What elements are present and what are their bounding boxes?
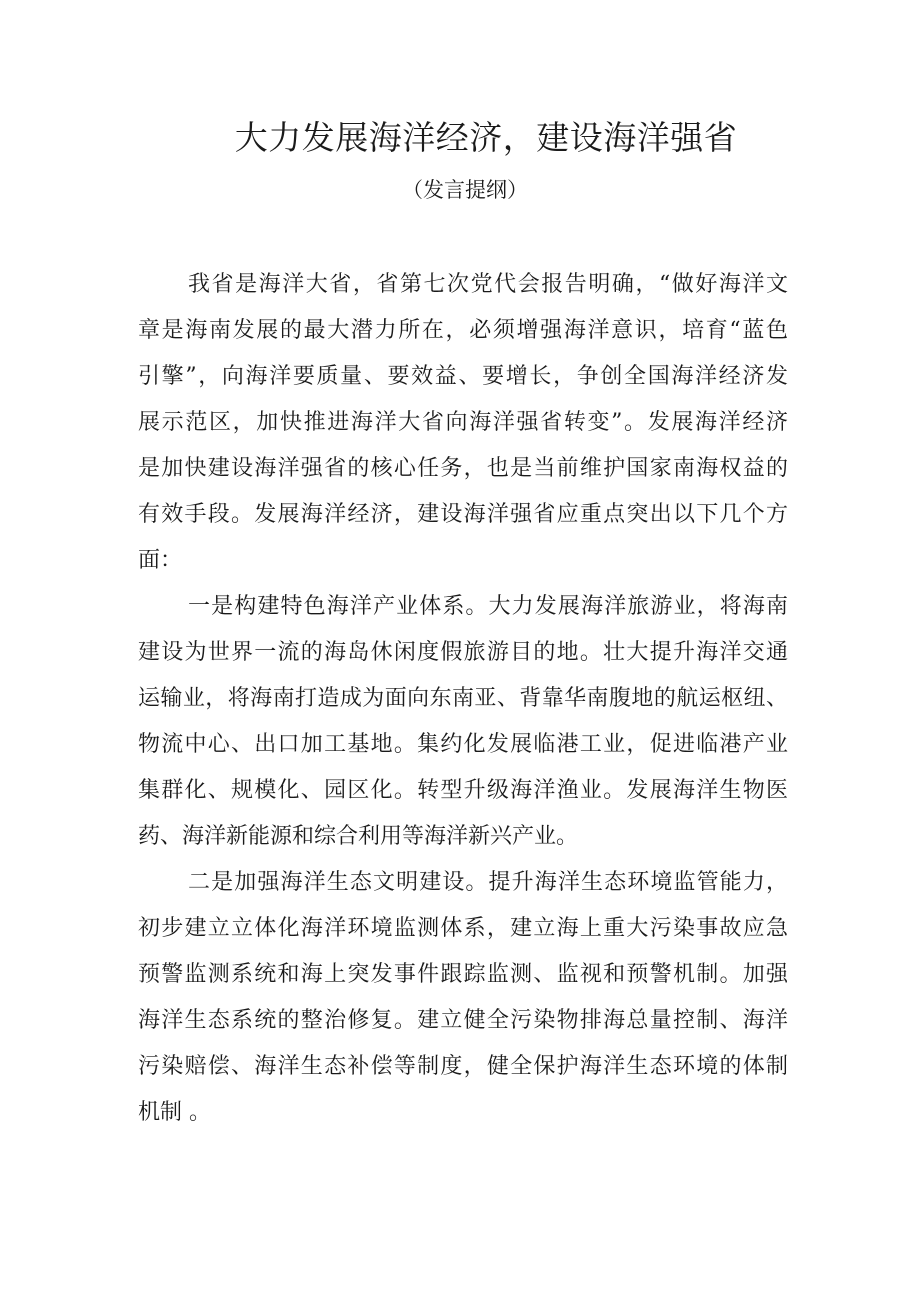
paragraph-line: 药、海洋新能源和综合利用等海洋新兴产业。 (138, 824, 579, 849)
paragraph-line: 污染赔偿、海洋生态补偿等制度，健全保护海洋生态环境的体制 (138, 1054, 788, 1079)
paragraph-line: 建设为世界一流的海岛休闲度假旅游目的地。壮大提升海洋交通 (138, 640, 788, 665)
paragraph-line: 展示范区，加快推进海洋大省向海洋强省转变”。发展海洋经济 (138, 410, 788, 435)
paragraph-line: 我省是海洋大省，省第七次党代会报告明确，“做好海洋文 (188, 272, 788, 297)
paragraph-line: 预警监测系统和海上突发事件跟踪监测、监视和预警机制。加强 (138, 962, 788, 987)
paragraph-line: 集群化、规模化、园区化。转型升级海洋渔业。发展海洋生物医 (138, 778, 788, 803)
paragraph-line: 章是海南发展的最大潜力所在，必须增强海洋意识，培育“蓝色 (138, 318, 788, 343)
document-subtitle: （发言提纲） (402, 178, 528, 202)
paragraph-line: 运输业，将海南打造成为面向东南亚、背靠华南腹地的航运枢纽、 (138, 686, 788, 711)
paragraph-line: 引擎”，向海洋要质量、要效益、要增长，争创全国海洋经济发 (138, 364, 788, 389)
paragraph-line: 面： (138, 548, 183, 573)
paragraph-ecology (138, 860, 788, 1136)
document-title: 大力发展海洋经济，建设海洋强省 (234, 118, 738, 157)
document-body (138, 262, 788, 1136)
paragraph-intro (138, 262, 788, 584)
paragraph-line: 一是构建特色海洋产业体系。大力发展海洋旅游业，将海南 (188, 594, 788, 619)
paragraph-line: 有效手段。发展海洋经济，建设海洋强省应重点突出以下几个方 (138, 502, 788, 527)
paragraph-line: 机制 。 (138, 1100, 211, 1125)
paragraph-industry-system (138, 584, 788, 860)
paragraph-line: 海洋生态系统的整治修复。建立健全污染物排海总量控制、海洋 (138, 1008, 788, 1033)
paragraph-line: 物流中心、出口加工基地。集约化发展临港工业，促进临港产业 (138, 732, 788, 757)
paragraph-line: 是加快建设海洋强省的核心任务，也是当前维护国家南海权益的 (138, 456, 788, 481)
paragraph-line: 二是加强海洋生态文明建设。提升海洋生态环境监管能力， (188, 870, 788, 895)
paragraph-line: 初步建立立体化海洋环境监测体系，建立海上重大污染事故应急 (138, 916, 788, 941)
